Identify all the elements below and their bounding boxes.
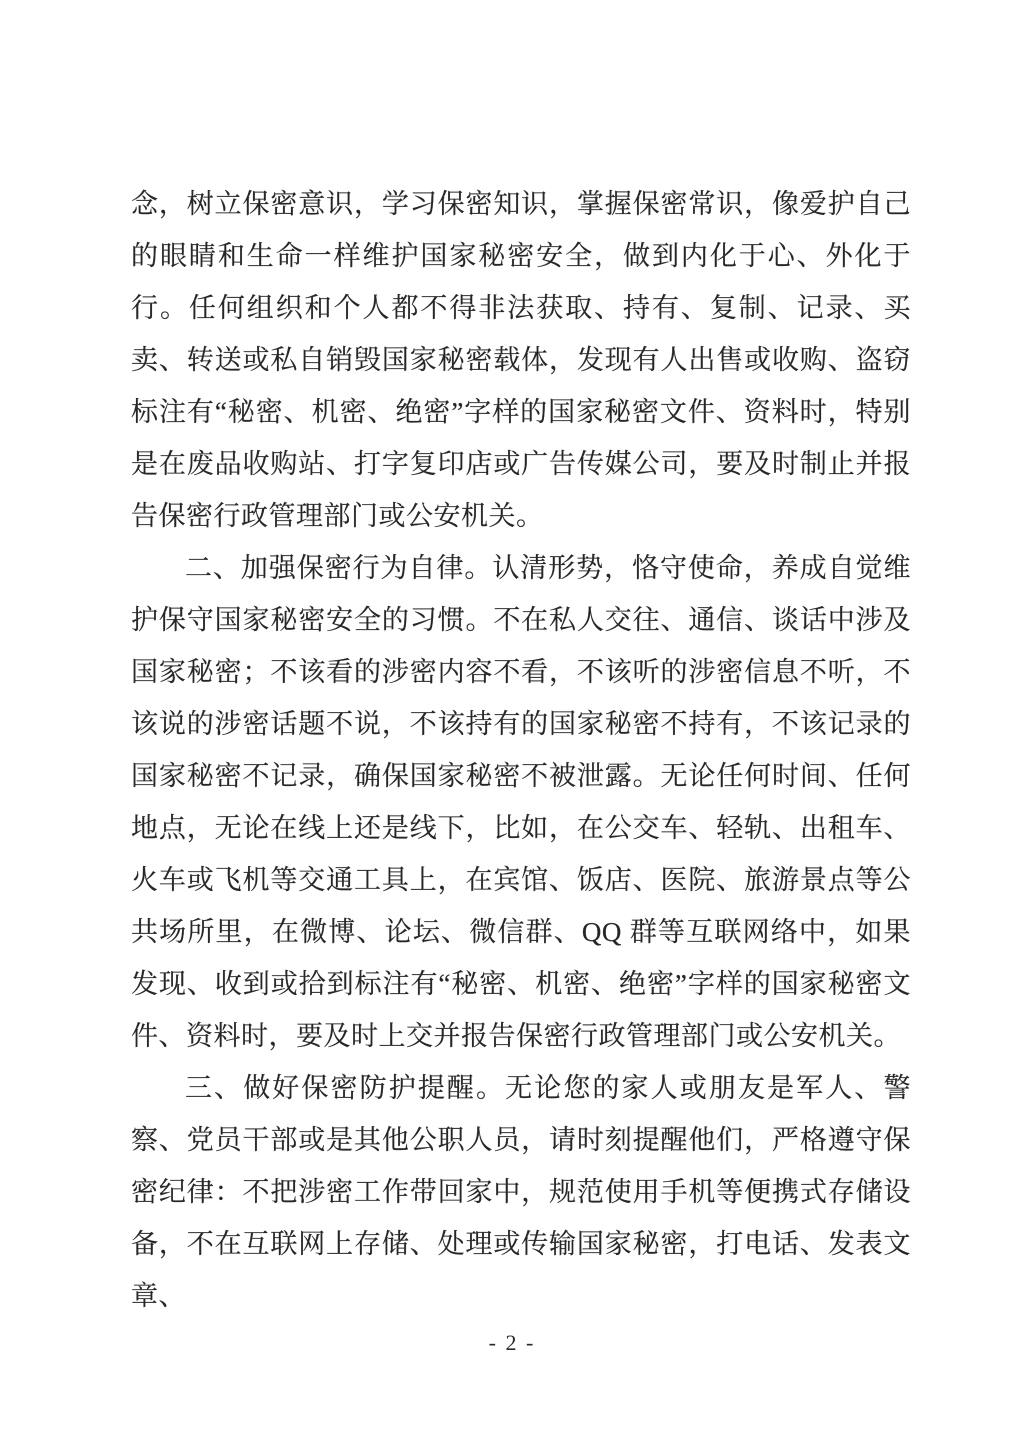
paragraph-item-2: 二、加强保密行为自律。认清形势，恪守使命，养成自觉维护保守国家秘密安全的习惯。不在私人交往、通信、谈话中涉及国家秘密；不该看的涉密内容不看，不该听的涉密信息不听，不该说的涉密话题不说，不该持有的国家秘密不持有，不该记录的国家秘密不记录，确保国家秘密不被泄露。无论任何时间、任何地点，无论在线上还是线下，比如，在公交车、轻轨、出租车、火车或飞机等交通工具上，在宾馆、饭店、医院、旅游景点等公共场所里，在微博、论坛、微信群、QQ 群等互联网络中，如果发现、收到或拾到标注有“秘密、机密、绝密”字样的国家秘密文件、资料时，要及时上交并报告保密行政管理部门或公安机关。 bbox=[131, 553, 911, 1051]
document-body bbox=[131, 178, 911, 1322]
paragraph-item-3: 三、做好保密防护提醒。无论您的家人或朋友是军人、警察、党员干部或是其他公职人员，请时刻提醒他们，严格遵守保密纪律：不把涉密工作带回家中，规范使用手机等便携式存储设备，不在互联网上存储、处理或传输国家秘密，打电话、发表文章、 bbox=[131, 1073, 911, 1311]
paragraph-continuation: 念，树立保密意识，学习保密知识，掌握保密常识，像爱护自己的眼睛和生命一样维护国家秘密安全，做到内化于心、外化于行。任何组织和个人都不得非法获取、持有、复制、记录、买卖、转送或私自销毁国家秘密载体，发现有人出售或收购、盗窃标注有“秘密、机密、绝密”字样的国家秘密文件、资料时，特别是在废品收购站、打字复印店或广告传媒公司，要及时制止并报告保密行政管理部门或公安机关。 bbox=[131, 189, 911, 531]
page-number: - 2 - bbox=[488, 1330, 536, 1355]
